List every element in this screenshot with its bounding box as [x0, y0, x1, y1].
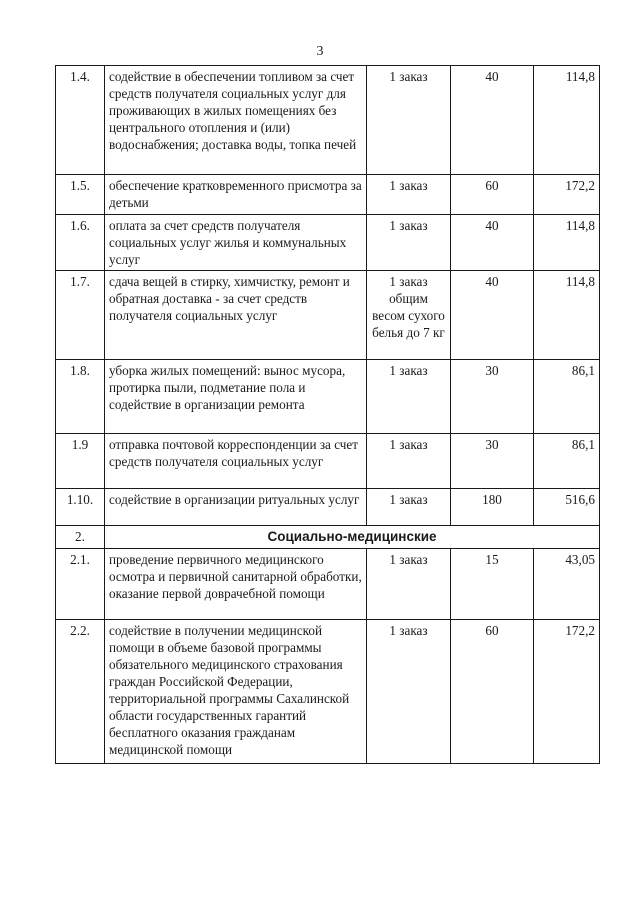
section-title: Социально-медицинские — [105, 526, 600, 549]
service-price: 114,8 — [534, 66, 600, 175]
table-row — [56, 434, 600, 489]
service-price: 114,8 — [534, 215, 600, 271]
table-row — [56, 620, 600, 764]
service-unit: 1 заказ — [367, 549, 451, 620]
services-table — [55, 65, 600, 764]
service-time: 40 — [451, 215, 534, 271]
service-price: 86,1 — [534, 360, 600, 434]
service-name: содействие в обеспечении топливом за счет средств получателя социальных услуг для проживающих в жилых помещениях без центрального отопления и (или) водоснабжения; доставка воды, топка печей — [105, 66, 367, 175]
service-name: оплата за счет средств получателя социальных услуг жилья и коммунальных услуг — [105, 215, 367, 271]
table-row — [56, 175, 600, 215]
service-name: отправка почтовой корреспонденции за счет средств получателя социальных услуг — [105, 434, 367, 489]
table-row — [56, 215, 600, 271]
table-row — [56, 360, 600, 434]
service-unit: 1 заказ — [367, 434, 451, 489]
service-name: содействие в получении медицинской помощи в объеме базовой программы обязательного медицинского страхования граждан Российской Федерации, территориальной программы Сахалинской области государственных гарантий бесплатного оказания гражданам медицинской помощи — [105, 620, 367, 764]
service-time: 180 — [451, 489, 534, 526]
service-name: сдача вещей в стирку, химчистку, ремонт и обратная доставка - за счет средств получателя социальных услуг — [105, 271, 367, 360]
row-number: 1.5. — [56, 175, 105, 215]
table-row — [56, 271, 600, 360]
service-unit: 1 заказ — [367, 360, 451, 434]
row-number: 2.2. — [56, 620, 105, 764]
service-name: уборка жилых помещений: вынос мусора, протирка пыли, подметание пола и содействие в организации ремонта — [105, 360, 367, 434]
service-unit: 1 заказ — [367, 175, 451, 215]
service-name: проведение первичного медицинского осмотра и первичной санитарной обработки, оказание первой доврачебной помощи — [105, 549, 367, 620]
service-price: 43,05 — [534, 549, 600, 620]
row-number: 2.1. — [56, 549, 105, 620]
service-unit: 1 заказ — [367, 620, 451, 764]
row-number: 1.4. — [56, 66, 105, 175]
row-number: 1.8. — [56, 360, 105, 434]
service-time: 30 — [451, 434, 534, 489]
service-time: 30 — [451, 360, 534, 434]
section-number: 2. — [56, 526, 105, 549]
service-time: 15 — [451, 549, 534, 620]
service-unit: 1 заказ общим весом сухого белья до 7 кг — [367, 271, 451, 360]
service-unit: 1 заказ — [367, 66, 451, 175]
service-price: 86,1 — [534, 434, 600, 489]
service-time: 60 — [451, 620, 534, 764]
service-time: 40 — [451, 271, 534, 360]
table-row — [56, 66, 600, 175]
row-number: 1.7. — [56, 271, 105, 360]
row-number: 1.6. — [56, 215, 105, 271]
service-price: 172,2 — [534, 620, 600, 764]
row-number: 1.9 — [56, 434, 105, 489]
table-row — [56, 489, 600, 526]
section-header-row — [56, 526, 600, 549]
row-number: 1.10. — [56, 489, 105, 526]
table-row — [56, 549, 600, 620]
service-name: содействие в организации ритуальных услуг — [105, 489, 367, 526]
service-unit: 1 заказ — [367, 215, 451, 271]
service-time: 40 — [451, 66, 534, 175]
service-unit: 1 заказ — [367, 489, 451, 526]
page-number: 3 — [316, 44, 324, 59]
service-price: 172,2 — [534, 175, 600, 215]
service-price: 114,8 — [534, 271, 600, 360]
service-price: 516,6 — [534, 489, 600, 526]
service-time: 60 — [451, 175, 534, 215]
service-name: обеспечение кратковременного присмотра за детьми — [105, 175, 367, 215]
